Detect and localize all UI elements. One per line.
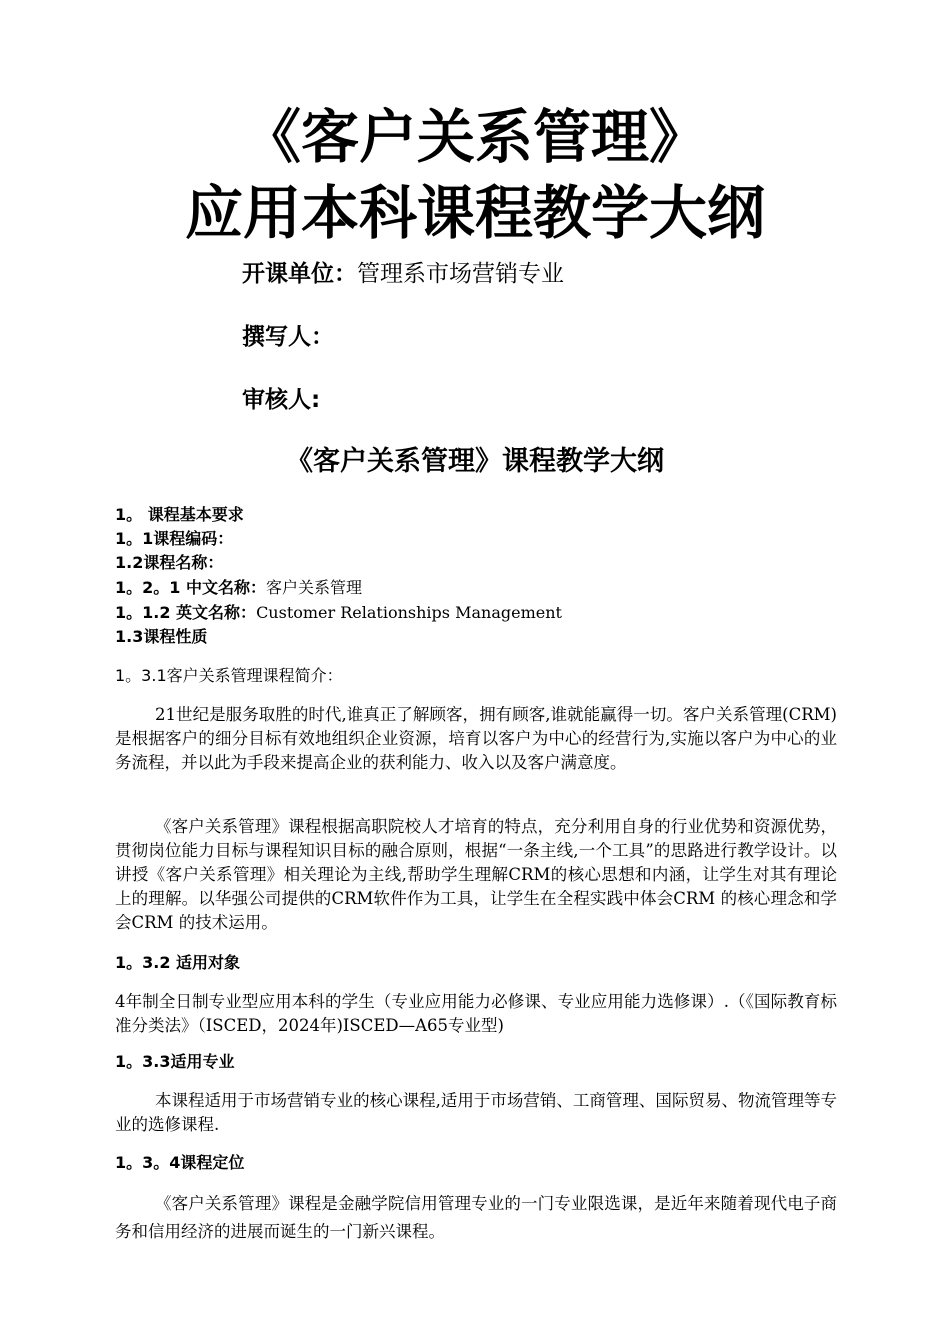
heading-1-3-2: 1。3.2 适用对象 [115,953,241,972]
heading-1-3-4: 1。3。4课程定位 [115,1153,245,1172]
heading-1-3-3: 1。3.3适用专业 [115,1052,235,1071]
heading-1-1: 1。1课程编码： [115,529,234,548]
heading-1-2-1: 1。2。1 中文名称：客户关系管理 [115,578,362,597]
paragraph-positioning: 《客户关系管理》课程是金融学院信用管理专业的一门专业限选课，是近年来随着现代电子商务和信用经济的进展而诞生的一门新兴课程。 [115,1194,837,1241]
document-title-line2: 应用本科课程教学大纲 [184,179,765,247]
meta-reviewer-label: 审核人: [242,387,321,413]
paragraph-audience: 4年制全日制专业型应用本科的学生（专业应用能力必修课、专业应用能力选修课）.（《国际教育标准分类法》（ISCED，2024年)ISCED—A65专业型) [115,992,837,1035]
heading-1-3-1: 1。3.1客户关系管理课程简介： [115,666,343,685]
meta-author [242,322,334,352]
document-title-line1: 《客户关系管理》 [242,103,707,171]
section-title: 《客户关系管理》课程教学大纲 [286,446,664,477]
english-name-value: Customer Relationships Management [256,603,562,622]
meta-unit-value: 管理系市场营销专业 [357,261,564,287]
meta-unit [242,259,564,289]
meta-unit-label: 开课单位： [242,261,357,287]
heading-1-3: 1.3课程性质 [115,627,208,646]
meta-author-label: 撰写人： [242,324,334,350]
heading-1: 1。 课程基本要求 [115,505,244,524]
paragraph-majors: 本课程适用于市场营销专业的核心课程,适用于市场营销、工商管理、国际贸易、物流管理等专业的选修课程. [115,1091,837,1134]
paragraph-intro-1: 21世纪是服务取胜的时代,谁真正了解顾客，拥有顾客,谁就能赢得一切。客户关系管理(CRM)是根据客户的细分目标有效地组织企业资源，培育以客户为中心的经营行为,实施以客户为中心的业务流程，并以此为手段来提高企业的获利能力、收入以及客户满意度。 [115,705,837,772]
paragraph-intro-2: 《客户关系管理》课程根据高职院校人才培育的特点，充分利用自身的行业优势和资源优势， 贯彻岗位能力目标与课程知识目标的融合原则，根据“一条主线,一个工具”的思路进行教学设计。以讲授《客户关系管理》相关理论为主线,帮助学生理解CRM的核心思想和内涵，让学生对其有理论上的理解。以华强公司提供的CRM软件作为工具，让学生在全程实践中体会CRM 的核心理念和学会CRM 的技术运用。 [115,817,837,932]
heading-1-2: 1.2课程名称： [115,553,224,572]
heading-1-1-2: 1。1.2 英文名称：Customer Relationships Management [115,603,562,622]
meta-reviewer [242,385,320,415]
chinese-name-value: 客户关系管理 [265,578,362,597]
